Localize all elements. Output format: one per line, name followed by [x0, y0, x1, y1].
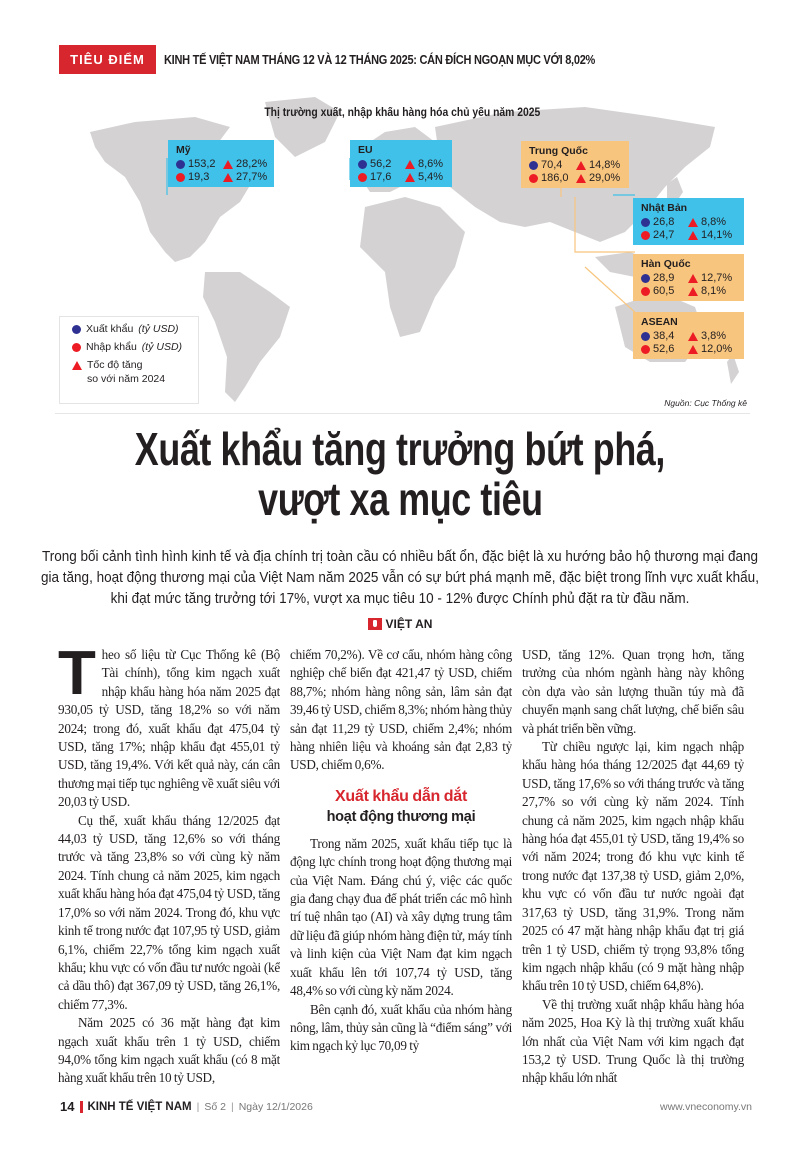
market-box-china: [521, 141, 629, 188]
paragraph: USD, tăng 12%. Quan trọng hơn, tăng trưởng của nhóm ngành hàng này không còn dựa vào sản lượng thuần túy mà đã chuyển mạnh sang chất lượng, chế biến sâu và phát triển bền vững.: [522, 647, 744, 736]
section-title-wrap: [164, 53, 744, 67]
export-growth: 12,7%: [701, 272, 733, 284]
import-row: [641, 343, 738, 356]
export-value: 28,9: [653, 272, 675, 284]
author-pen-icon: [368, 618, 382, 630]
article-column-1: [58, 646, 280, 1092]
legend-export: [72, 323, 198, 336]
paragraph: chiếm 70,2%). Về cơ cấu, nhóm hàng công nghiệp chế biến đạt 421,47 tỷ USD, chiếm 88,7%; nhóm hàng nông sản, lâm sản đạt 39,46 tỷ USD, chiếm 8,3%; nhóm hàng thủy sản đạt 11,29 tỷ USD, chiếm 2,4%; nhóm hàng nhiên liệu và khoáng sản đạt 2,83 tỷ USD, chiếm 0,6%.: [290, 647, 512, 773]
export-row: [641, 330, 738, 343]
import-growth: 5,4%: [418, 171, 444, 183]
export-value: 26,8: [653, 216, 675, 228]
market-name: EU: [358, 144, 373, 156]
export-row: [641, 216, 738, 229]
import-row: [641, 229, 738, 242]
import-growth: 27,7%: [236, 171, 268, 183]
import-value: 52,6: [653, 343, 675, 355]
export-row: [529, 159, 623, 172]
import-row: [358, 171, 446, 184]
map-legend: [59, 316, 199, 404]
import-dot-icon: [358, 173, 367, 182]
market-name: Nhật Bản: [641, 202, 688, 214]
market-box-asean: [633, 312, 744, 359]
page-footer: [60, 1100, 313, 1114]
legend-growth: [72, 359, 198, 372]
footer-separator: |: [230, 1101, 234, 1113]
import-growth: 8,1%: [701, 285, 727, 297]
article-subheading: [290, 787, 512, 827]
import-row: [176, 171, 268, 184]
headline-line-1-wrap: [0, 424, 800, 474]
magazine-name: KINH TẾ VIỆT NAM: [87, 1101, 192, 1113]
legend-import-label: Nhập khẩu: [86, 341, 137, 353]
headline-line-2: vượt xa mục tiêu: [257, 473, 543, 525]
export-row: [641, 272, 738, 285]
market-box-us: [168, 140, 274, 187]
import-dot-icon: [641, 345, 650, 354]
export-growth: 28,2%: [236, 158, 268, 170]
import-growth: 29,0%: [589, 172, 621, 184]
export-dot-icon: [358, 160, 367, 169]
headline-line-1: Xuất khẩu tăng trưởng bứt phá,: [134, 423, 666, 475]
market-name: ASEAN: [641, 316, 678, 328]
export-growth: 8,8%: [701, 216, 727, 228]
market-box-japan: [633, 198, 744, 245]
legend-export-label: Xuất khẩu: [86, 323, 134, 335]
growth-triangle-icon: [405, 173, 415, 182]
import-row: [529, 172, 623, 185]
legend-growth-label-2: so với năm 2024: [87, 373, 166, 385]
growth-triangle-icon: [576, 174, 586, 183]
export-dot-icon: [641, 218, 650, 227]
article-column-2: [290, 646, 512, 1092]
export-value: 56,2: [370, 158, 392, 170]
export-dot-icon: [176, 160, 185, 169]
paragraph-text: heo số liệu từ Cục Thống kê (Bộ Tài chính), tổng kim ngạch xuất nhập khẩu hàng hóa năm 2025 đạt 930,05 tỷ USD, tăng 18,2% so với năm 2024; trong đó, xuất khẩu đạt 475,04 tỷ USD, tăng 17%; nhập khẩu đạt 455,01 tỷ USD, tăng 19,4%. Với kết quả này, cán cân thương mại tiếp tục nghiêng về xuất siêu với 20,03 tỷ USD.: [58, 647, 280, 810]
legend-export-unit: (tỷ USD): [138, 323, 179, 335]
import-dot-icon: [529, 174, 538, 183]
legend-import: [72, 341, 198, 354]
subheading-red: Xuất khẩu dẫn dắt: [334, 787, 468, 805]
import-growth: 14,1%: [701, 229, 733, 241]
import-value: 17,6: [370, 171, 392, 183]
market-box-eu: [350, 140, 452, 187]
import-value: 24,7: [653, 229, 675, 241]
export-value: 70,4: [541, 159, 563, 171]
growth-triangle-icon: [405, 160, 415, 169]
market-name: Mỹ: [176, 144, 191, 156]
growth-triangle-icon: [688, 345, 698, 354]
paragraph: Cụ thể, xuất khẩu tháng 12/2025 đạt 44,03 tỷ USD, tăng 12,6% so với tháng trước và tăng 23,8% so với cùng kỳ năm 2024. Tính chung cả năm 2025, kim ngạch xuất khẩu hàng hóa đạt 475,04 tỷ USD, tăng 17,0% so với năm 2024. Trong đó, khu vực kinh tế trong nước đạt 107,95 tỷ USD, giảm 6,1%, chiếm 22,7% tổng kim ngạch xuất khẩu; khu vực có vốn đầu tư nước ngoài (kể cả dầu thô) đạt 367,09 tỷ USD, tăng 26,1%, chiếm 77,3%.: [58, 812, 280, 1012]
issue-number: Số 2: [204, 1101, 226, 1113]
export-growth: 8,6%: [418, 158, 444, 170]
import-dot-icon: [641, 231, 650, 240]
export-growth: 3,8%: [701, 330, 727, 342]
growth-triangle-icon: [223, 173, 233, 182]
import-growth: 12,0%: [701, 343, 733, 355]
byline: [0, 617, 800, 631]
section-title: KINH TẾ VIỆT NAM THÁNG 12 VÀ 12 THÁNG 2025: CÁN ĐÍCH NGOẠN MỤC VỚI 8,02%: [164, 53, 596, 67]
growth-triangle-icon: [576, 161, 586, 170]
export-growth: 14,8%: [589, 159, 621, 171]
growth-triangle-icon: [688, 231, 698, 240]
issue-date: Ngày 12/1/2026: [238, 1101, 313, 1113]
export-dot-icon: [641, 332, 650, 341]
export-dot-icon: [641, 274, 650, 283]
growth-triangle-icon: [688, 287, 698, 296]
infographic-title: Thị trường xuất, nhập khẩu hàng hóa chủ yếu năm 2025: [264, 107, 541, 119]
export-row: [358, 158, 446, 171]
import-dot-icon: [641, 287, 650, 296]
subheading-black: hoạt động thương mại: [326, 808, 476, 825]
export-dot-icon: [529, 161, 538, 170]
paragraph: [58, 646, 280, 812]
export-value: 153,2: [188, 158, 216, 170]
article-sapo-wrap: [40, 546, 760, 609]
paragraph: Năm 2025 có 36 mặt hàng đạt kim ngạch xuất khẩu trên 1 tỷ USD, chiếm 94,0% tổng kim ngạch xuất khẩu (có 8 mặt hàng xuất khẩu trên 10 tỷ USD,: [58, 1015, 280, 1086]
growth-triangle-icon: [688, 218, 698, 227]
continent-africa: [360, 197, 465, 337]
export-dot-icon: [72, 325, 81, 334]
section-kicker: TIÊU ĐIỂM: [59, 45, 156, 74]
article-column-3: [522, 646, 744, 1092]
import-value: 60,5: [653, 285, 675, 297]
market-name: Trung Quốc: [529, 145, 588, 157]
continent-south-america: [203, 272, 290, 402]
paragraph: Trong năm 2025, xuất khẩu tiếp tục là động lực chính trong hoạt động thương mại của Việt Nam. Đáng chú ý, việc các quốc gia đang chạy đua để phát triển các mô hình trí tuệ nhân tạo (AI) và xây dựng trung tâm dữ liệu đã giúp nhóm hàng điện tử, máy tính và linh kiện của Việt Nam đạt kim ngạch xuất khẩu lên tới 107,74 tỷ USD, tăng 48,4% so với cùng kỳ năm 2024.: [290, 835, 512, 999]
footer-separator: |: [196, 1101, 200, 1113]
infographic-title-wrap: [55, 106, 750, 120]
growth-triangle-icon: [72, 361, 82, 370]
export-value: 38,4: [653, 330, 675, 342]
continent-north-america: [90, 117, 255, 262]
article-sapo: Trong bối cảnh tình hình kinh tế và địa chính trị toàn cầu có nhiều bất ổn, đặc biệt là xu hướng bảo hộ thương mại đang gia tăng, hoạt động thương mại của Việt Nam năm 2025 vẫn có sự bứt phá mạnh mẽ, đặc biệt trong lĩnh vực xuất khẩu, khi đạt mức tăng trưởng tới 17%, vượt xa mục tiêu 10 - 12% được Chính phủ đặt ra từ đầu năm.: [41, 548, 759, 607]
article-headline: [0, 424, 800, 524]
author-name: VIỆT AN: [385, 617, 433, 631]
dropcap: T: [58, 646, 96, 708]
import-value: 19,3: [188, 171, 210, 183]
website-url[interactable]: www.vneconomy.vn: [659, 1101, 752, 1113]
market-map-infographic: [55, 92, 750, 412]
import-dot-icon: [176, 173, 185, 182]
market-name: Hàn Quốc: [641, 258, 691, 270]
page-number: 14: [60, 1099, 75, 1114]
divider: [55, 413, 750, 414]
import-dot-icon: [72, 343, 81, 352]
paragraph: Về thị trường xuất nhập khẩu hàng hóa năm 2025, Hoa Kỳ là thị trường xuất khẩu lớn nhất của Việt Nam với kim ngạch đạt 153,2 tỷ USD. Trung Quốc là thị trường nhập khẩu lớn nhất: [522, 996, 744, 1086]
import-value: 186,0: [541, 172, 569, 184]
import-row: [641, 285, 738, 298]
growth-triangle-icon: [688, 274, 698, 283]
legend-import-unit: (tỷ USD): [141, 341, 183, 353]
export-row: [176, 158, 268, 171]
footer-accent-bar: [80, 1101, 83, 1113]
growth-triangle-icon: [223, 160, 233, 169]
paragraph: Từ chiều ngược lại, kim ngạch nhập khẩu hàng hóa tháng 12/2025 đạt 44,69 tỷ USD, tăng 17,6% so với tháng trước và tăng 27,7% so với cùng kỳ năm 2024. Tính chung cả năm 2025, kim ngạch nhập khẩu hàng hóa đạt 455,01 tỷ USD, tăng 19,4% so với năm 2024; trong đó khu vực kinh tế trong nước đạt 137,38 tỷ USD, giảm 2,0%, khu vực có vốn đầu tư nước ngoài đạt 317,63 tỷ USD, tăng 31,9%. Trong năm 2025 có 47 mặt hàng nhập khẩu đạt trị giá trên 1 tỷ USD, chiếm tỷ trọng 93,8% tổng kim ngạch nhập khẩu (có 9 mặt hàng nhập khẩu trên 10 tỷ USD, chiếm 64,8%).: [522, 739, 744, 994]
legend-growth-label: Tốc độ tăng: [87, 359, 143, 371]
paragraph: Bên cạnh đó, xuất khẩu của nhóm hàng nông, lâm, thủy sản cũng là “điểm sáng” với kim ngạch kỷ lục 70,09 tỷ: [290, 1001, 512, 1054]
market-box-korea: [633, 254, 744, 301]
infographic-source: Nguồn: Cục Thống kê: [664, 398, 747, 408]
growth-triangle-icon: [688, 332, 698, 341]
headline-line-2-wrap: [0, 474, 800, 524]
